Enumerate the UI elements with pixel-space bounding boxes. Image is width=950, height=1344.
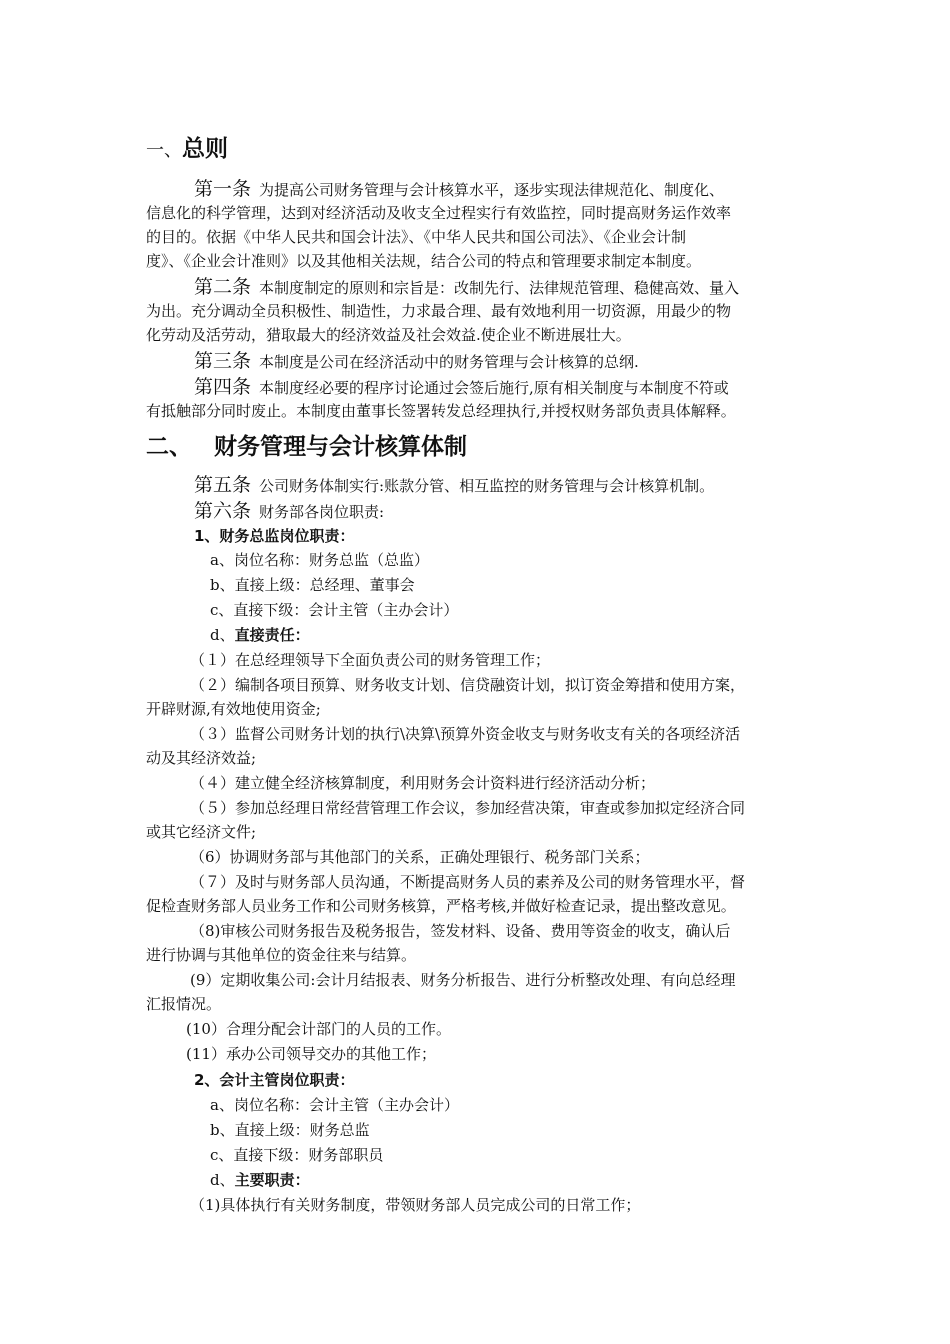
article-label: 第一条 xyxy=(194,178,252,200)
article-1-line-2: 信息化的科学管理，达到对经济活动及收支全过程实行有效监控，同时提高财务运作效率 xyxy=(146,204,732,222)
article-label: 第二条 xyxy=(194,276,252,298)
section-heading-2 xyxy=(146,432,467,462)
role-2-duty-1: （1)具体执行有关财务制度，带领财务部人员完成公司的日常工作； xyxy=(190,1196,641,1214)
duty-6: （6）协调财务部与其他部门的关系，正确处理银行、税务部门关系； xyxy=(190,848,650,866)
article-label: 第三条 xyxy=(194,350,252,372)
article-text: 为提高公司财务管理与会计核算水平，逐步实现法律规范化、制度化、 xyxy=(259,181,725,199)
section-title: 总则 xyxy=(182,136,228,162)
article-2-line-3: 化劳动及活劳动，猎取最大的经济效益及社会效益.使企业不断进展壮大。 xyxy=(146,326,631,344)
role-2-heading: 2、会计主管岗位职责： xyxy=(194,1071,355,1089)
article-5-line-1 xyxy=(194,473,714,498)
article-1-line-3: 的目的。依据《中华人民共和国会计法》、《中华人民共和国公司法》、《企业会计制 xyxy=(146,228,687,246)
duty-3-line-2: 动及其经济效益; xyxy=(146,749,257,767)
duty-9-line-2: 汇报情况。 xyxy=(146,995,222,1013)
duty-7-line-2: 促检查财务部人员业务工作和公司财务核算，严格考核,并做好检查记录，提出整改意见。 xyxy=(146,897,736,915)
role-1-item-c: c、直接下级：会计主管（主办会计） xyxy=(210,601,459,619)
duty-2-line-2: 开辟财源,有效地使用资金; xyxy=(146,700,321,718)
article-label: 第五条 xyxy=(194,474,252,496)
item-prefix: d、 xyxy=(210,1171,235,1189)
role-1-item-b: b、直接上级：总经理、董事会 xyxy=(210,576,415,594)
article-label: 第四条 xyxy=(194,376,252,398)
article-6-line-1 xyxy=(194,499,384,524)
article-3-line-1 xyxy=(194,349,639,374)
duty-2-line-1: （２）编制各项目预算、财务收支计划、信贷融资计划，拟订资金筹措和使用方案， xyxy=(190,676,746,694)
duty-9-line-1: (9）定期收集公司:会计月结报表、财务分析报告、进行分析整改处理、有向总经理 xyxy=(190,971,736,989)
role-2-item-a: a、岗位名称：会计主管（主办会计） xyxy=(210,1096,459,1114)
item-label: 直接责任： xyxy=(234,626,310,644)
section-number: 一、 xyxy=(146,140,182,161)
role-1-heading: 1、财务总监岗位职责： xyxy=(194,527,355,545)
article-1-line-4: 度》、《企业会计准则》以及其他相关法规，结合公司的特点和管理要求制定本制度。 xyxy=(146,252,702,270)
article-text: 财务部各岗位职责: xyxy=(259,503,385,521)
duty-5-line-2: 或其它经济文件; xyxy=(146,823,257,841)
role-2-item-c: c、直接下级：财务部职员 xyxy=(210,1146,384,1164)
article-1-line-1 xyxy=(194,177,724,202)
article-4-line-2: 有抵触部分同时废止。本制度由董事长签署转发总经理执行,并授权财务部负责具体解释。 xyxy=(146,402,736,420)
duty-7-line-1: （７）及时与财务部人员沟通，不断提高财务人员的素养及公司的财务管理水平，督 xyxy=(190,873,746,891)
role-1-item-d xyxy=(210,623,310,647)
article-2-line-1 xyxy=(194,275,739,300)
role-1-item-a: a、岗位名称：财务总监（总监） xyxy=(210,551,429,569)
duty-3-line-1: （３）监督公司财务计划的执行\决算\预算外资金收支与财务收支有关的各项经济活 xyxy=(190,725,741,743)
duty-4: （４）建立健全经济核算制度，利用财务会计资料进行经济活动分析； xyxy=(190,774,656,792)
article-text: 本制度是公司在经济活动中的财务管理与会计核算的总纲. xyxy=(259,353,639,371)
section-title: 财务管理与会计核算体制 xyxy=(214,434,467,460)
role-2-item-b: b、直接上级：财务总监 xyxy=(210,1121,370,1139)
duty-10: (10）合理分配会计部门的人员的工作。 xyxy=(186,1020,451,1038)
article-2-line-2: 为出。充分调动全员积极性、制造性，力求最合理、最有效地利用一切资源，用最少的物 xyxy=(146,302,732,320)
section-number: 二、 xyxy=(146,434,192,460)
item-label: 主要职责： xyxy=(234,1171,310,1189)
duty-8-line-1: （8)审核公司财务报告及税务报告，签发材料、设备、费用等资金的收支，确认后 xyxy=(190,922,731,940)
article-text: 公司财务体制实行:账款分管、相互监控的财务管理与会计核算机制。 xyxy=(259,477,715,495)
item-prefix: d、 xyxy=(210,626,235,644)
duty-1: （１）在总经理领导下全面负责公司的财务管理工作； xyxy=(190,651,551,669)
article-4-line-1 xyxy=(194,375,729,400)
section-heading-1 xyxy=(146,134,228,166)
role-2-item-d xyxy=(210,1168,310,1192)
duty-5-line-1: （５）参加总经理日常经营管理工作会议，参加经营决策，审查或参加拟定经济合同 xyxy=(190,799,746,817)
article-text: 本制度经必要的程序讨论通过会签后施行,原有相关制度与本制度不符或 xyxy=(259,379,729,397)
duty-11: (11）承办公司领导交办的其他工作； xyxy=(186,1045,436,1063)
article-text: 本制度制定的原则和宗旨是：改制先行、法律规范管理、稳健高效、量入 xyxy=(259,279,740,297)
duty-8-line-2: 进行协调与其他单位的资金往来与结算。 xyxy=(146,946,417,964)
article-label: 第六条 xyxy=(194,500,252,522)
